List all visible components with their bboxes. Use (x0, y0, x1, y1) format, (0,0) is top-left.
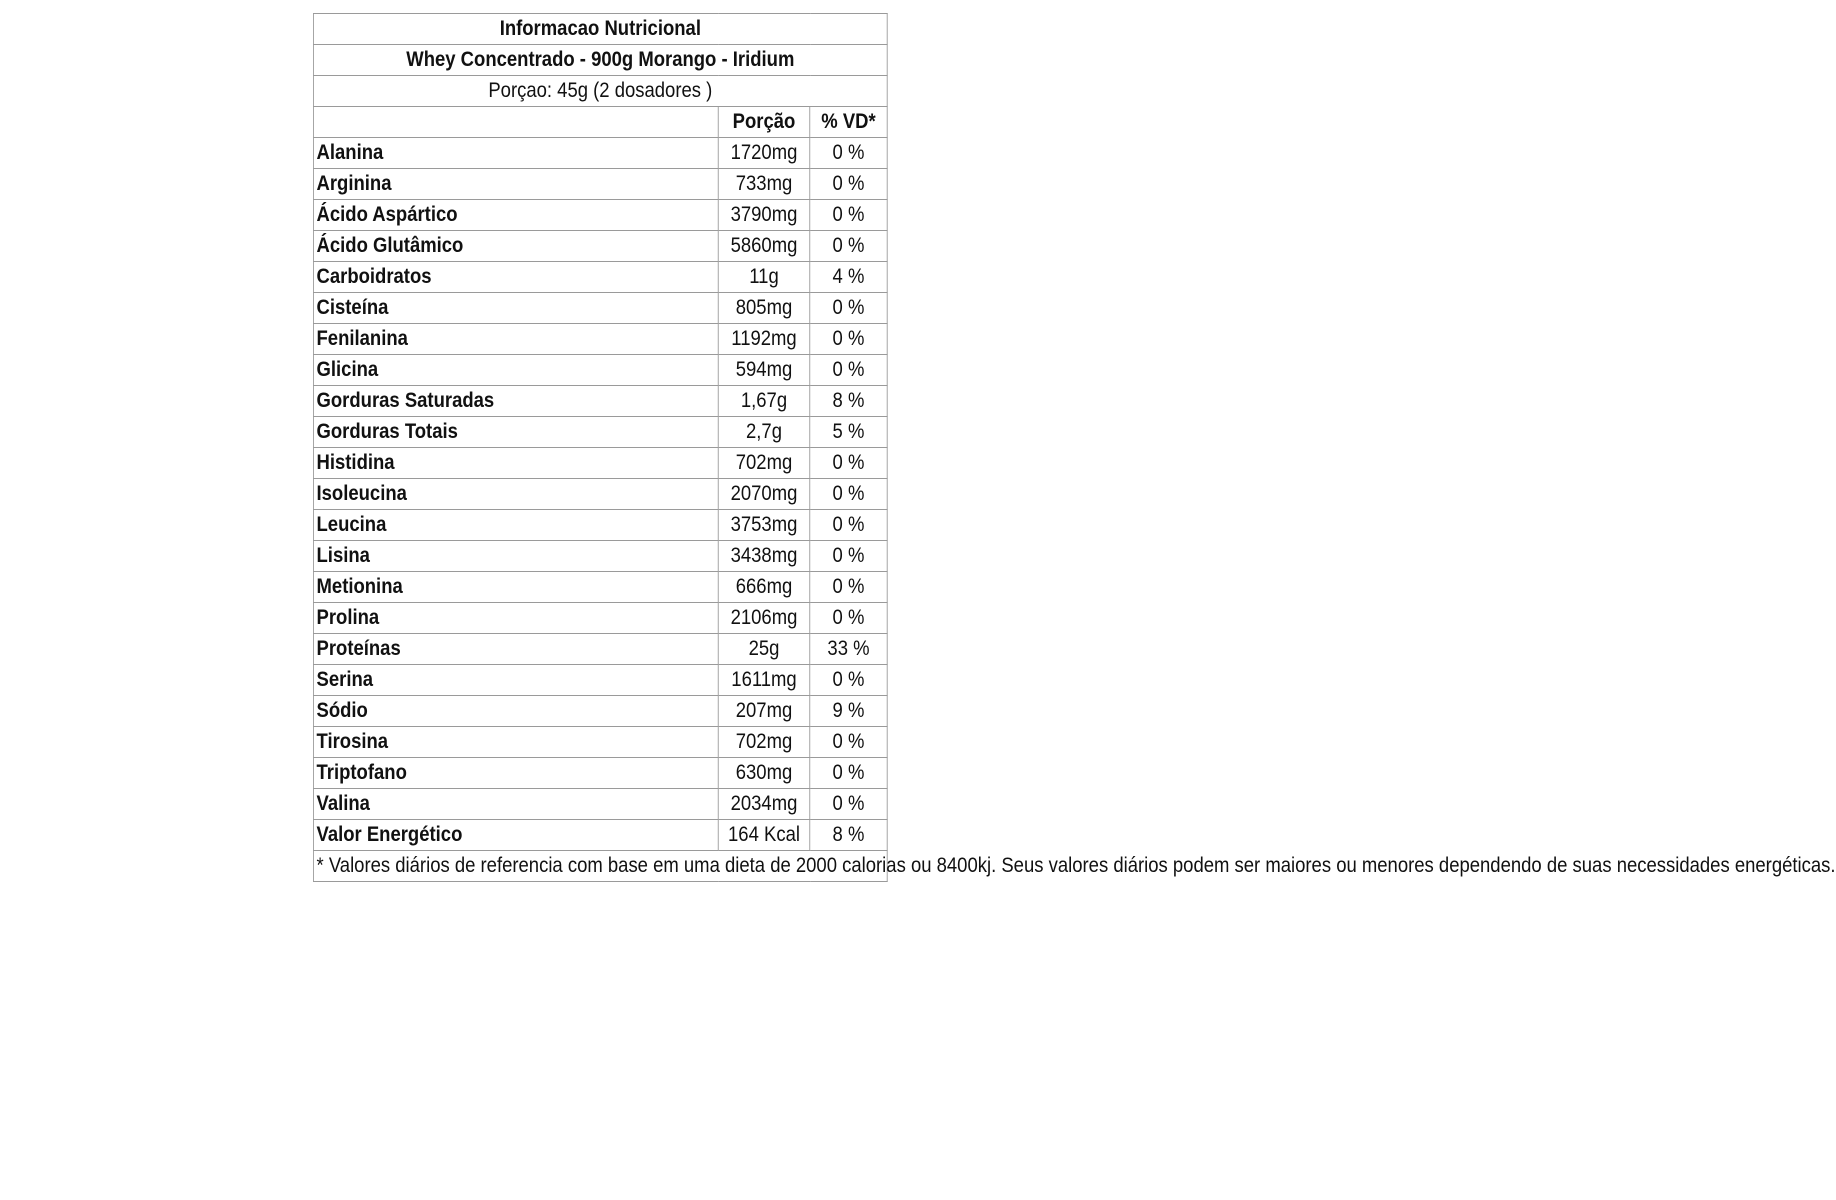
nutrient-name: Proteínas (313, 634, 718, 665)
nutrient-name: Gorduras Totais (313, 417, 718, 448)
nutrient-amount: 3790mg (718, 200, 810, 231)
nutrient-amount: 2070mg (718, 479, 810, 510)
nutrient-name: Lisina (313, 541, 718, 572)
table-row (313, 169, 887, 200)
nutrient-amount: 630mg (718, 758, 810, 789)
nutrient-daily-value: 0 % (810, 169, 887, 200)
nutrient-daily-value: 0 % (810, 510, 887, 541)
nutrient-amount: 733mg (718, 169, 810, 200)
table-title: Informacao Nutricional (313, 14, 887, 45)
nutrient-name: Histidina (313, 448, 718, 479)
table-row (313, 293, 887, 324)
nutrient-name: Gorduras Saturadas (313, 386, 718, 417)
nutrient-daily-value: 0 % (810, 324, 887, 355)
nutrient-daily-value: 9 % (810, 696, 887, 727)
nutrient-name: Tirosina (313, 727, 718, 758)
table-row (313, 665, 887, 696)
nutrient-daily-value: 0 % (810, 200, 887, 231)
nutrient-amount: 1720mg (718, 138, 810, 169)
nutrient-daily-value: 0 % (810, 789, 887, 820)
nutrient-amount: 2,7g (718, 417, 810, 448)
nutrient-name: Arginina (313, 169, 718, 200)
table-row (313, 479, 887, 510)
nutrient-amount: 1192mg (718, 324, 810, 355)
nutrient-name: Triptofano (313, 758, 718, 789)
table-row (313, 200, 887, 231)
table-row (313, 448, 887, 479)
nutrient-amount: 2034mg (718, 789, 810, 820)
nutrient-amount: 702mg (718, 448, 810, 479)
nutrient-daily-value: 8 % (810, 820, 887, 851)
table-row (313, 324, 887, 355)
table-row (313, 696, 887, 727)
header-daily-value: % VD* (810, 107, 887, 138)
table-row (313, 820, 887, 851)
nutrient-name: Prolina (313, 603, 718, 634)
nutrient-amount: 3438mg (718, 541, 810, 572)
nutrition-facts-panel (313, 13, 1836, 882)
nutrient-name: Metionina (313, 572, 718, 603)
nutrient-daily-value: 0 % (810, 231, 887, 262)
nutrient-amount: 594mg (718, 355, 810, 386)
table-row (313, 789, 887, 820)
nutrient-amount: 3753mg (718, 510, 810, 541)
nutrient-daily-value: 0 % (810, 541, 887, 572)
nutrient-daily-value: 0 % (810, 479, 887, 510)
nutrient-daily-value: 4 % (810, 262, 887, 293)
nutrient-name: Ácido Aspártico (313, 200, 718, 231)
table-row (313, 510, 887, 541)
table-row (313, 355, 887, 386)
table-row (313, 417, 887, 448)
nutrient-amount: 2106mg (718, 603, 810, 634)
nutrient-daily-value: 0 % (810, 293, 887, 324)
nutrient-name: Fenilanina (313, 324, 718, 355)
nutrient-daily-value: 33 % (810, 634, 887, 665)
nutrient-amount: 11g (718, 262, 810, 293)
nutrient-amount: 207mg (718, 696, 810, 727)
nutrient-amount: 25g (718, 634, 810, 665)
nutrient-amount: 1,67g (718, 386, 810, 417)
nutrient-daily-value: 0 % (810, 758, 887, 789)
footnote-text: * Valores diários de referencia com base em uma dieta de 2000 calorias ou 8400kj. Seus valores diários podem ser maiores ou menores dependendo de suas necessidades energéticas. (313, 851, 887, 882)
nutrient-amount: 702mg (718, 727, 810, 758)
nutrient-name: Carboidratos (313, 262, 718, 293)
table-row (313, 138, 887, 169)
footnote-row (313, 851, 887, 882)
table-row (313, 634, 887, 665)
serving-row (313, 76, 887, 107)
title-row (313, 14, 887, 45)
nutrient-name: Valina (313, 789, 718, 820)
serving-size: Porçao: 45g (2 dosadores ) (313, 76, 887, 107)
table-row (313, 386, 887, 417)
nutrient-daily-value: 0 % (810, 572, 887, 603)
nutrient-daily-value: 8 % (810, 386, 887, 417)
nutrition-table (313, 13, 1836, 882)
table-row (313, 231, 887, 262)
nutrient-name: Ácido Glutâmico (313, 231, 718, 262)
nutrient-daily-value: 0 % (810, 727, 887, 758)
nutrient-name: Sódio (313, 696, 718, 727)
nutrient-name: Leucina (313, 510, 718, 541)
header-amount: Porção (718, 107, 810, 138)
nutrient-daily-value: 0 % (810, 355, 887, 386)
nutrient-name: Serina (313, 665, 718, 696)
table-row (313, 541, 887, 572)
nutrient-name: Valor Energético (313, 820, 718, 851)
nutrient-daily-value: 5 % (810, 417, 887, 448)
nutrient-daily-value: 0 % (810, 665, 887, 696)
table-row (313, 603, 887, 634)
nutrient-daily-value: 0 % (810, 138, 887, 169)
table-row (313, 727, 887, 758)
product-name: Whey Concentrado - 900g Morango - Iridium (313, 45, 887, 76)
nutrient-amount: 805mg (718, 293, 810, 324)
column-header-row (313, 107, 887, 138)
nutrient-daily-value: 0 % (810, 603, 887, 634)
nutrient-name: Alanina (313, 138, 718, 169)
table-row (313, 262, 887, 293)
nutrient-name: Cisteína (313, 293, 718, 324)
nutrient-amount: 1611mg (718, 665, 810, 696)
table-row (313, 758, 887, 789)
nutrient-amount: 5860mg (718, 231, 810, 262)
table-row (313, 572, 887, 603)
product-row (313, 45, 887, 76)
nutrient-name: Isoleucina (313, 479, 718, 510)
header-blank-cell (313, 107, 718, 138)
nutrient-amount: 666mg (718, 572, 810, 603)
nutrient-amount: 164 Kcal (718, 820, 810, 851)
nutrient-name: Glicina (313, 355, 718, 386)
nutrient-daily-value: 0 % (810, 448, 887, 479)
